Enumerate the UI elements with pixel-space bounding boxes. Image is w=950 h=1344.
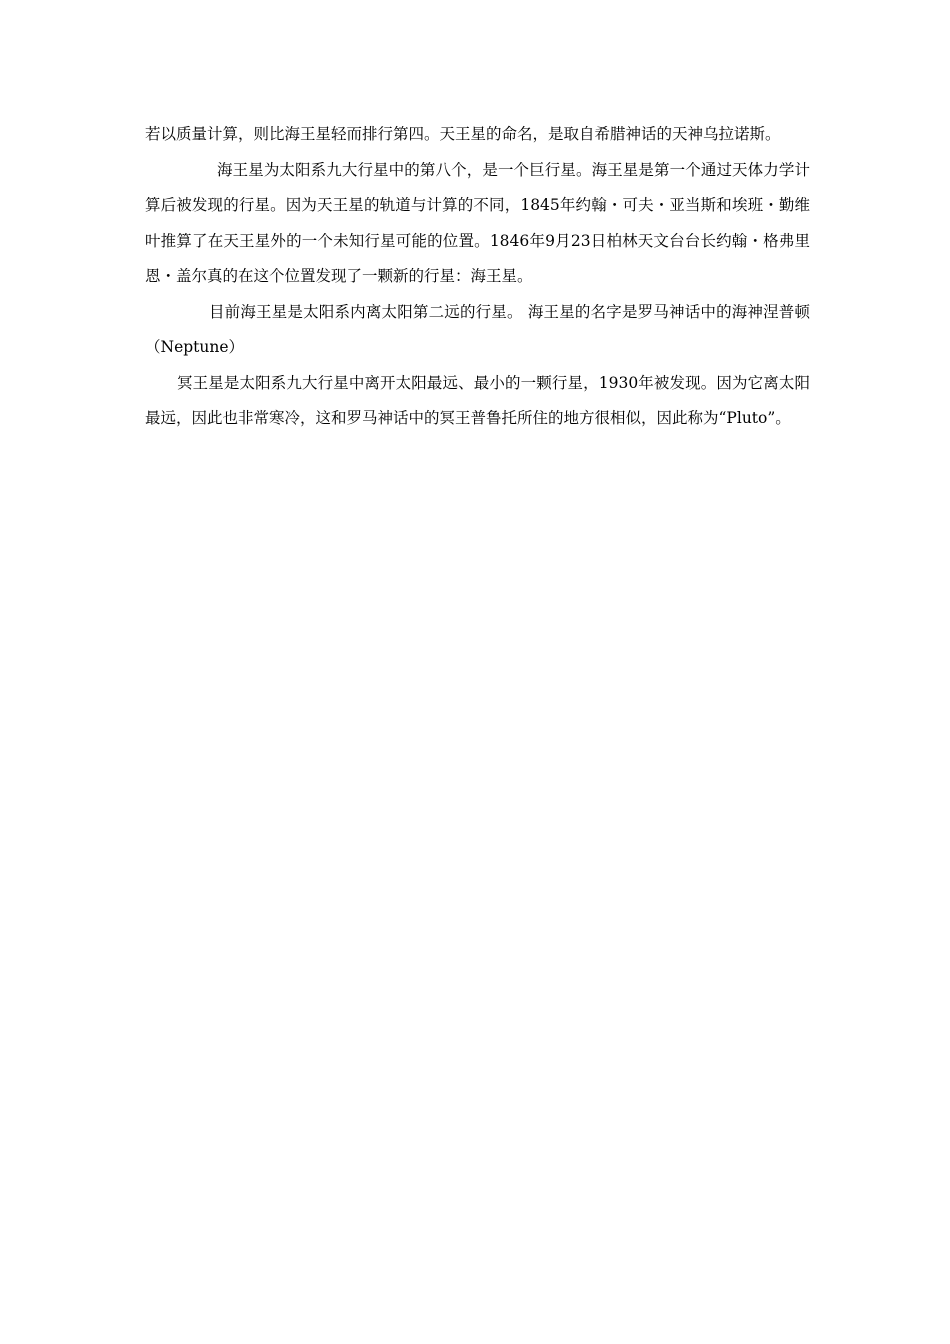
- paragraph-neptune-naming: 目前海王星是太阳系内离太阳第二远的行星。 海王星的名字是罗马神话中的海神涅普顿（Neptune）: [145, 302, 810, 356]
- paragraph-pluto: 冥王星是太阳系九大行星中离开太阳最远、最小的一颗行星，1930年被发现。因为它离太阳最远，因此也非常寒冷，这和罗马神话中的冥王普鲁托所住的地方很相似，因此称为“Pluto”。: [145, 373, 810, 427]
- document-body: [145, 117, 810, 437]
- paragraph-uranus-naming: 若以质量计算，则比海王星轻而排行第四。天王星的命名，是取自希腊神话的天神乌拉诺斯。: [145, 125, 781, 143]
- paragraph-neptune-discovery: 海王星为太阳系九大行星中的第八个，是一个巨行星。海王星是第一个通过天体力学计算后被发现的行星。因为天王星的轨道与计算的不同，1845年约翰・可夫・亚当斯和埃班・勤维叶推算了在天王星外的一个未知行星可能的位置。1846年9月23日柏林天文台台长约翰・格弗里恩・盖尔真的在这个位置发现了一颗新的行星：海王星。: [145, 160, 810, 285]
